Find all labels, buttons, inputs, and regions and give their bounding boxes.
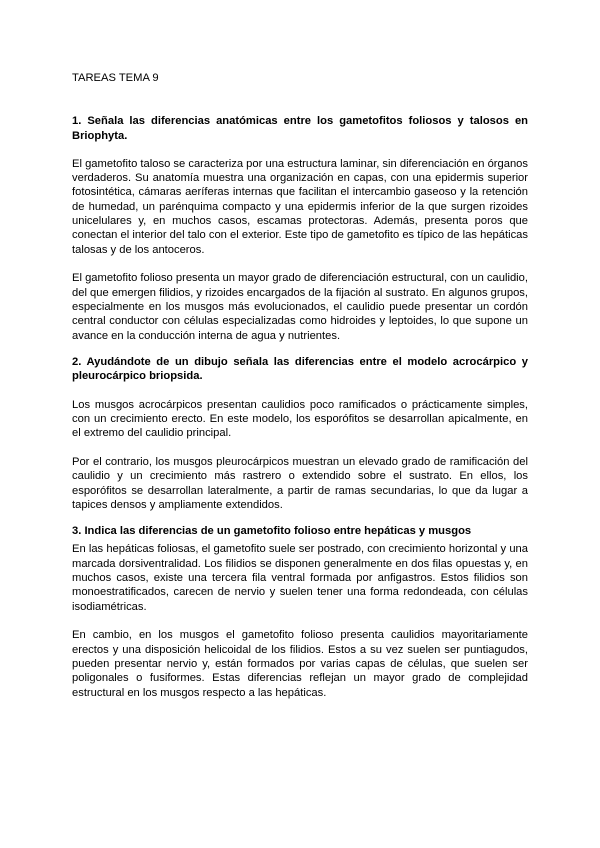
section-1 bbox=[72, 114, 528, 343]
section-3 bbox=[72, 524, 528, 700]
paragraph: En las hepáticas foliosas, el gametofito suele ser postrado, con crecimiento horizontal y una marcada dorsiventralidad. Los filidios se disponen generalmente en dos filas opuestas y, en muchos casos, existe una tercera fila ventral formada por anfigastros. Estos filidios son monoestratificados, carecen de nervio y suelen tener una forma redondeada, con células isodiamétricas. bbox=[72, 543, 528, 613]
section-2 bbox=[72, 355, 528, 512]
section-heading: 2. Ayudándote de un dibujo señala las diferencias entre el modelo acrocárpico y pleurocárpico briopsida. bbox=[72, 355, 528, 383]
paragraph: El gametofito folioso presenta un mayor grado de diferenciación estructural, con un caulidio, del que emergen filidios, y rizoides encargados de la fijación al sustrato. En algunos grupos, especialmente en los musgos más evolucionados, el caulidio puede presentar un cordón central conductor con células especializadas como hidroides y leptoides, lo que supone un avance en la conducción interna de agua y nutrientes. bbox=[72, 272, 528, 342]
paragraph: En cambio, en los musgos el gametofito folioso presenta caulidios mayoritariamente erectos y una disposición helicoidal de los filidios. Estos a su vez suelen ser puntiagudos, pueden presentar nervio y, están formados por varias capas de células, que suelen ser poligonales o fusiformes. Estas diferencias reflejan un mayor grado de complejidad estructural en los musgos respecto a las hepáticas. bbox=[72, 629, 528, 699]
paragraph: El gametofito taloso se caracteriza por una estructura laminar, sin diferenciación en órganos verdaderos. Su anatomía muestra una organización en capas, con una epidermis superior fotosintética, cámaras aeríferas internas que facilitan el intercambio gaseoso y la retención de humedad, un parénquima compacto y una epidermis inferior de la que surgen rizoides unicelulares y, en muchos casos, escamas protectoras. Además, presenta poros que conectan el interior del talo con el exterior. Este tipo de gametofito es típico de las hepáticas talosas y de los antoceros. bbox=[72, 157, 528, 256]
section-heading: 3. Indica las diferencias de un gametofito folioso entre hepáticas y musgos bbox=[72, 525, 472, 538]
document-title: TAREAS TEMA 9 bbox=[72, 72, 159, 84]
paragraph: Por el contrario, los musgos pleurocárpicos muestran un elevado grado de ramificación del caulidio y un crecimiento más rastrero o extendido sobre el sustrato. En ellos, los esporófitos se desarrollan lateralmente, a partir de ramas secundarias, lo que da lugar a tapices densos y ampliamente extendidos. bbox=[72, 455, 528, 511]
section-heading: 1. Señala las diferencias anatómicas entre los gametofitos foliosos y talosos en Briophyta. bbox=[72, 115, 528, 142]
document-page bbox=[72, 71, 528, 714]
paragraph: Los musgos acrocárpicos presentan caulidios poco ramificados o prácticamente simples, con un crecimiento erecto. En este modelo, los esporófitos se desarrollan apicalmente, en el extremo del caulidio principal. bbox=[72, 398, 528, 440]
